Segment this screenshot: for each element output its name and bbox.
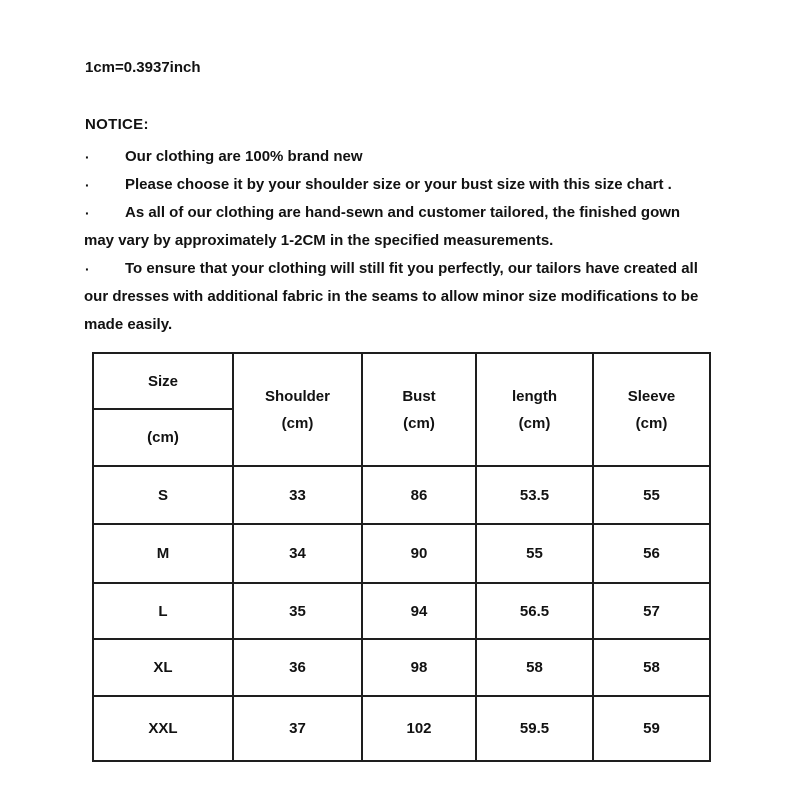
cell-shoulder: 35 xyxy=(233,583,362,639)
column-unit: (cm) xyxy=(403,414,435,432)
header-bust xyxy=(362,353,476,466)
table-header-row xyxy=(93,353,710,409)
cell-sleeve: 55 xyxy=(593,466,710,524)
column-unit: (cm) xyxy=(518,414,551,432)
cell-bust: 86 xyxy=(362,466,476,524)
notice-line: Our clothing are 100% brand new xyxy=(125,148,363,165)
table-row-xl xyxy=(93,639,710,696)
notice-line: To ensure that your clothing will still fit you perfectly, our tailors have created all xyxy=(125,260,698,277)
cell-bust: 94 xyxy=(362,583,476,639)
cell-length: 55 xyxy=(476,524,593,583)
notice-item xyxy=(84,199,698,255)
bullet-dot: · xyxy=(85,149,90,165)
cell-shoulder: 36 xyxy=(233,639,362,696)
bullet-dot: · xyxy=(85,177,90,193)
header-shoulder xyxy=(233,353,362,466)
cell-bust: 102 xyxy=(362,696,476,761)
notice-title: NOTICE: xyxy=(85,116,149,133)
bullet-dot: · xyxy=(85,261,90,277)
header-length xyxy=(476,353,593,466)
column-label: length xyxy=(512,387,557,405)
cell-bust: 98 xyxy=(362,639,476,696)
notice-line: As all of our clothing are hand-sewn and customer tailored, the finished gown xyxy=(125,204,681,221)
table-row-s xyxy=(93,466,710,524)
cell-sleeve: 57 xyxy=(593,583,710,639)
cell-shoulder: 37 xyxy=(233,696,362,761)
header-size-unit: (cm) xyxy=(93,409,233,466)
table-row-xxl xyxy=(93,696,710,761)
table-row-l xyxy=(93,583,710,639)
cell-sleeve: 56 xyxy=(593,524,710,583)
notice-item xyxy=(84,143,698,171)
notice-list xyxy=(84,143,698,339)
bullet-dot: · xyxy=(85,205,90,221)
column-unit: (cm) xyxy=(635,414,668,432)
column-label: Sleeve xyxy=(627,387,676,405)
notice-line: made easily. xyxy=(84,316,173,333)
cell-shoulder: 33 xyxy=(233,466,362,524)
cell-length: 56.5 xyxy=(476,583,593,639)
table-row-m xyxy=(93,524,710,583)
size-chart-table xyxy=(92,352,711,762)
column-label: Bust xyxy=(402,387,436,405)
notice-item xyxy=(84,255,698,339)
cell-length: 58 xyxy=(476,639,593,696)
cell-sleeve: 58 xyxy=(593,639,710,696)
unit-conversion-note: 1cm=0.3937inch xyxy=(85,59,201,76)
cell-size: L xyxy=(93,583,233,639)
cell-length: 59.5 xyxy=(476,696,593,761)
notice-line: may vary by approximately 1-2CM in the specified measurements. xyxy=(84,232,554,249)
cell-size: XL xyxy=(93,639,233,696)
cell-bust: 90 xyxy=(362,524,476,583)
column-label: Shoulder xyxy=(264,387,330,405)
header-sleeve xyxy=(593,353,710,466)
column-unit: (cm) xyxy=(281,414,314,432)
header-size-label: Size xyxy=(93,353,233,409)
cell-sleeve: 59 xyxy=(593,696,710,761)
notice-line: Please choose it by your shoulder size or your bust size with this size chart . xyxy=(125,176,672,193)
cell-size: M xyxy=(93,524,233,583)
cell-size: XXL xyxy=(93,696,233,761)
notice-line: our dresses with additional fabric in the seams to allow minor size modifications to be xyxy=(84,288,699,305)
notice-item xyxy=(84,171,698,199)
cell-size: S xyxy=(93,466,233,524)
cell-shoulder: 34 xyxy=(233,524,362,583)
cell-length: 53.5 xyxy=(476,466,593,524)
